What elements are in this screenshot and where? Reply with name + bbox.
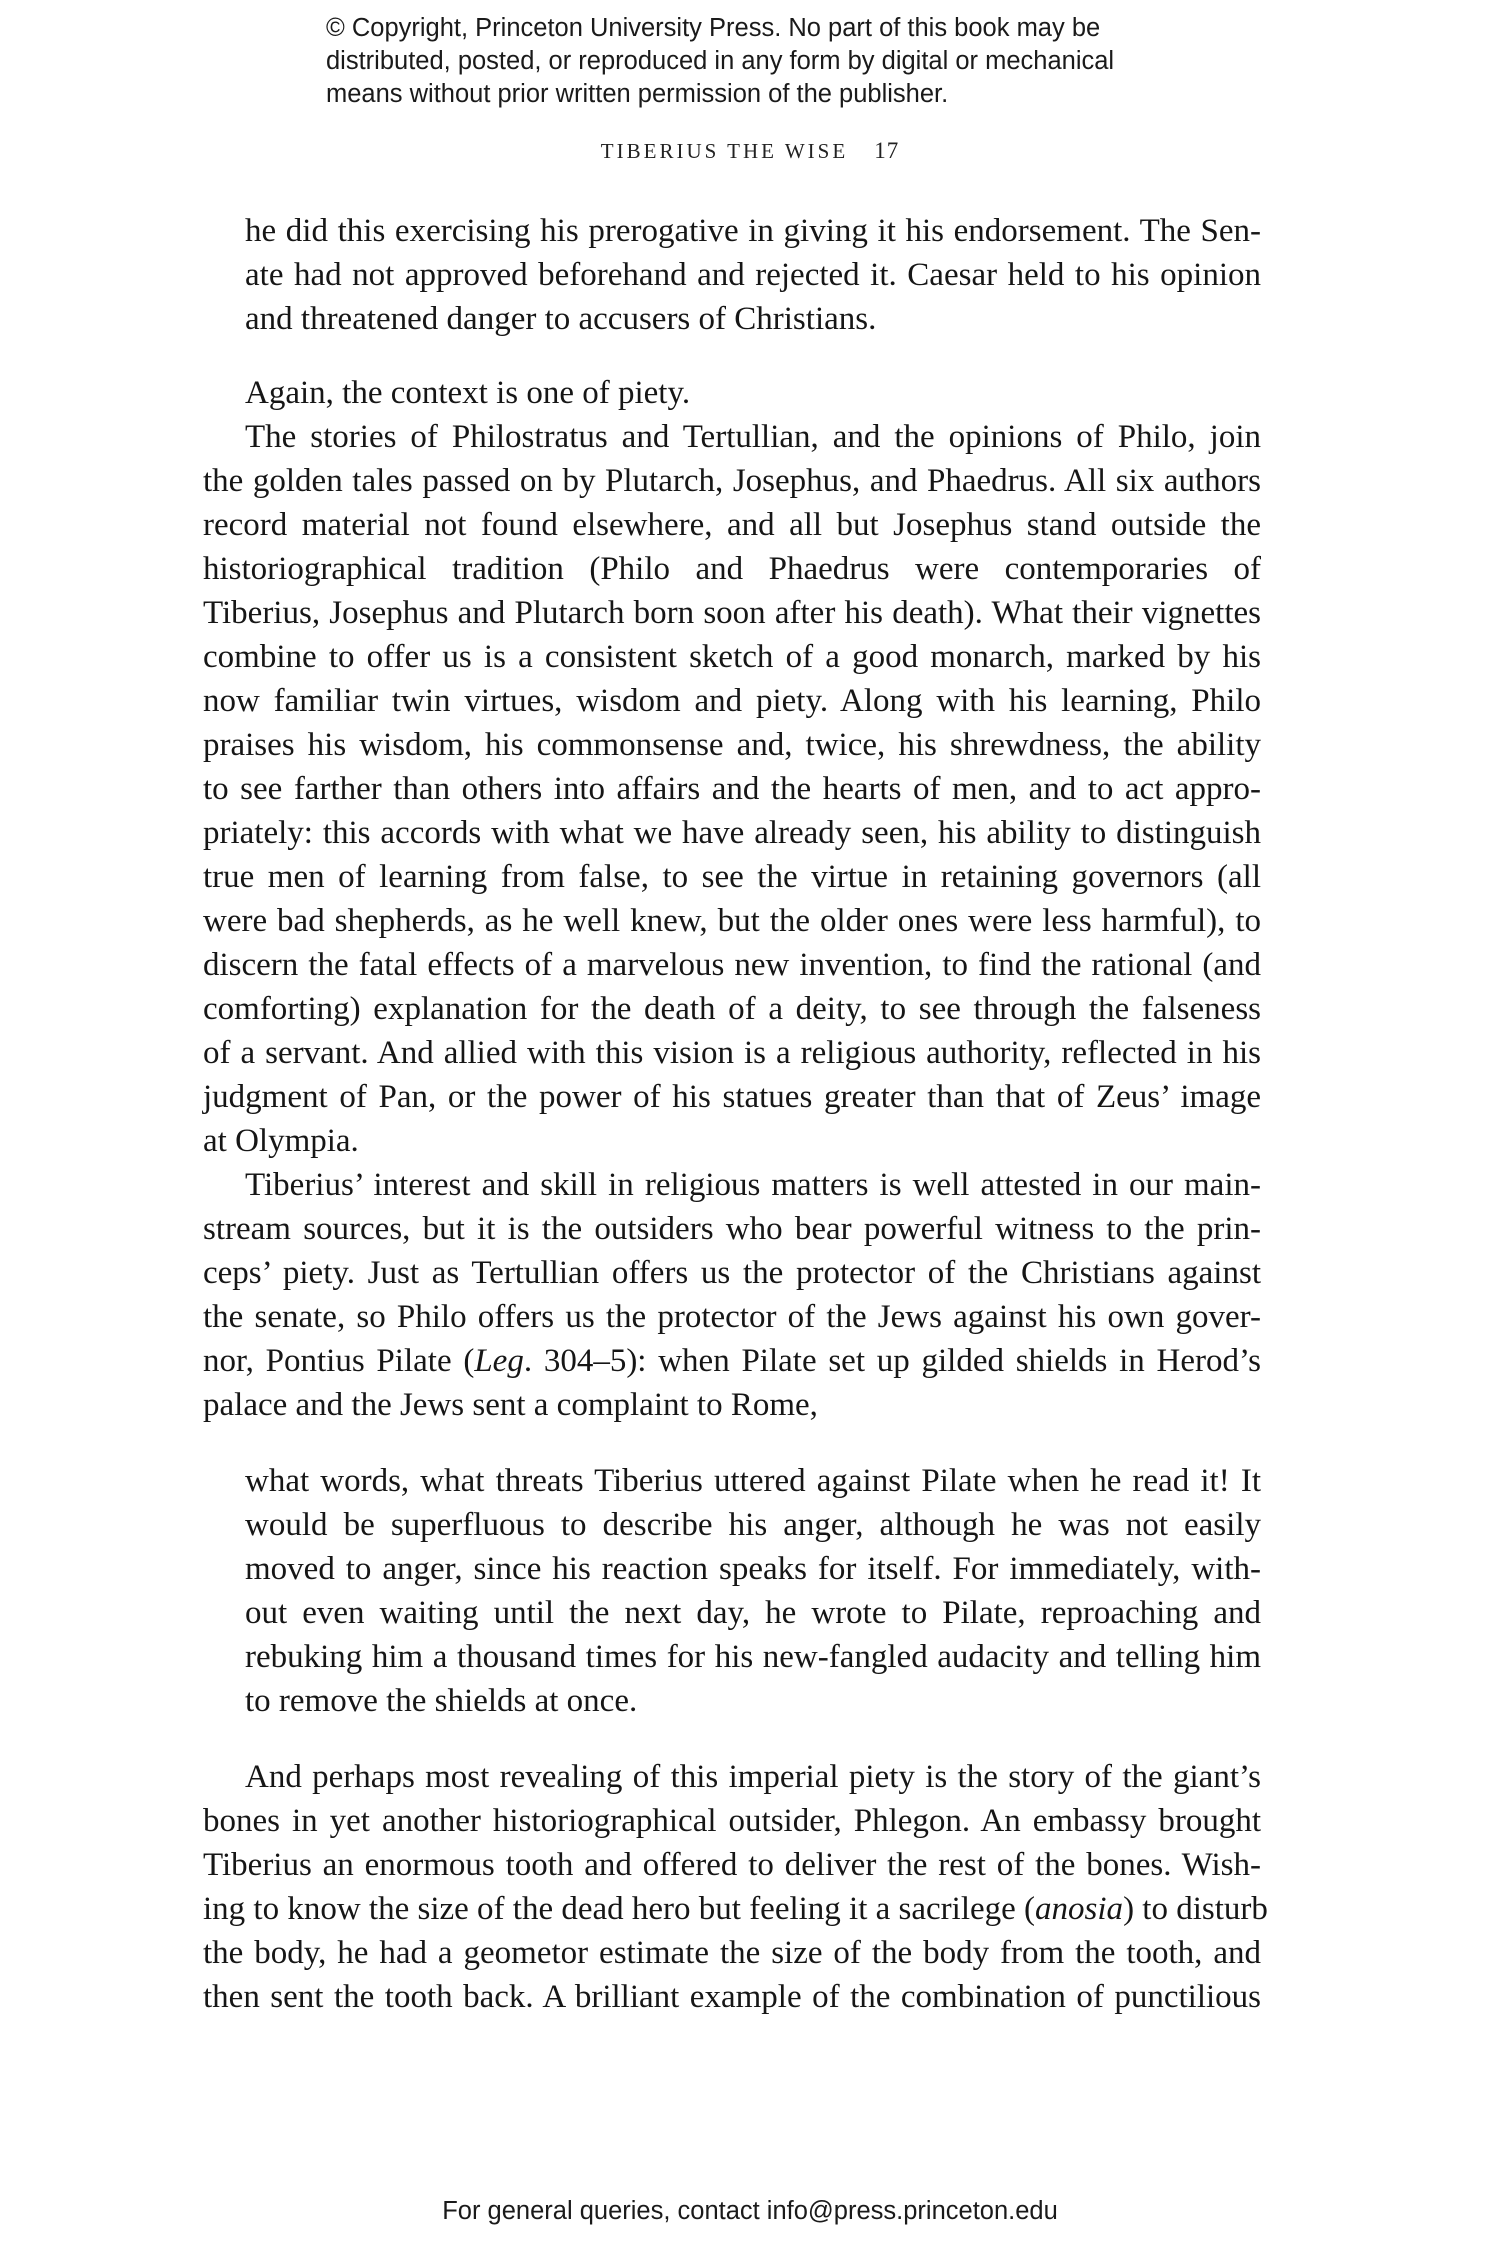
text-line: Again, the context is one of piety. — [245, 375, 691, 411]
paragraph-giants-bones — [203, 1755, 1268, 2019]
text-line: true men of learning from false, to see the virtue in retaining governors (all — [203, 859, 1261, 895]
text-line: the golden tales passed on by Plutarch, Josephus, and Phaedrus. All six authors — [203, 463, 1261, 499]
text-line: Tiberius an enormous tooth and offered to deliver the rest of the bones. Wish- — [203, 1847, 1261, 1883]
text-line: to remove the shields at once. — [245, 1683, 638, 1719]
text-line: would be superfluous to describe his anger, although he was not easily — [245, 1507, 1261, 1543]
text-line: at Olympia. — [203, 1123, 359, 1159]
text-line: historiographical tradition (Philo and Phaedrus were contemporaries of — [203, 551, 1261, 587]
text-line: stream sources, but it is the outsiders who bear powerful witness to the prin- — [203, 1211, 1261, 1247]
copyright-notice — [326, 12, 1226, 111]
text-line: out even waiting until the next day, he wrote to Pilate, reproaching and — [245, 1595, 1261, 1631]
footer-contact: For general queries, contact info@press.princeton.edu — [442, 2197, 1058, 2225]
paragraph-authors — [203, 415, 1261, 1163]
text-fragment: ) to disturb — [1123, 1891, 1268, 1927]
text-fragment: ing to know the size of the dead hero but feeling it a sacrilege ( — [203, 1891, 1036, 1927]
paragraph-piety-context — [203, 371, 1261, 415]
block-quote-pilate — [203, 1459, 1261, 1723]
text-line: of a servant. And allied with this vision is a religious authority, reflected in his — [203, 1035, 1261, 1071]
text-fragment: nor, Pontius Pilate ( — [203, 1343, 475, 1379]
text-line: comforting) explanation for the death of a deity, to see through the falseness — [203, 991, 1261, 1027]
block-quote-christians — [203, 209, 1261, 341]
text-line: judgment of Pan, or the power of his statues greater than that of Zeus’ image — [203, 1079, 1261, 1115]
text-line: palace and the Jews sent a complaint to Rome, — [203, 1387, 818, 1423]
text-line-with-italic — [203, 1887, 1268, 1931]
text-line: combine to offer us is a consistent sketch of a good monarch, marked by his — [203, 639, 1261, 675]
text-line: now familiar twin virtues, wisdom and piety. Along with his learning, Philo — [203, 683, 1261, 719]
text-line: priately: this accords with what we have already seen, his ability to distinguish — [203, 815, 1261, 851]
running-head-title: TIBERIUS THE WISE — [600, 139, 849, 163]
text-line: the senate, so Philo offers us the protector of the Jews against his own gover- — [203, 1299, 1261, 1335]
text-line: he did this exercising his prerogative in giving it his endorsement. The Sen- — [245, 213, 1261, 249]
text-line: ate had not approved beforehand and rejected it. Caesar held to his opinion — [245, 257, 1261, 293]
text-fragment: . 304–5): when Pilate set up gilded shields in Herod’s — [523, 1343, 1262, 1379]
text-line: discern the fatal effects of a marvelous new invention, to find the rational (and — [203, 947, 1261, 983]
text-line: what words, what threats Tiberius uttered against Pilate when he read it! It — [245, 1463, 1261, 1499]
text-line: praises his wisdom, his commonsense and, twice, his shrewdness, the ability — [203, 727, 1261, 763]
text-line: bones in yet another historiographical outsider, Phlegon. An embassy brought — [203, 1803, 1261, 1839]
legatio-reference: Leg — [474, 1343, 524, 1379]
text-line: ceps’ piety. Just as Tertullian offers us the protector of the Christians against — [203, 1255, 1261, 1291]
text-line: Tiberius’ interest and skill in religious matters is well attested in our main- — [245, 1167, 1261, 1203]
anosia-term: anosia — [1035, 1891, 1124, 1927]
page-number: 17 — [874, 138, 900, 163]
copyright-line: distributed, posted, or reproduced in any form by digital or mechanical — [326, 47, 1115, 75]
text-line: were bad shepherds, as he well knew, but the older ones were less harmful), to — [203, 903, 1261, 939]
text-line: to see farther than others into affairs and the hearts of men, and to act appro- — [203, 771, 1261, 807]
text-line: the body, he had a geometor estimate the size of the body from the tooth, and — [203, 1935, 1261, 1971]
text-line: then sent the tooth back. A brilliant example of the combination of punctilious — [203, 1979, 1261, 2015]
text-line: moved to anger, since his reaction speaks for itself. For immediately, with- — [245, 1551, 1261, 1587]
text-line: rebuking him a thousand times for his new-fangled audacity and telling him — [245, 1639, 1261, 1675]
copyright-line: means without prior written permission of the publisher. — [326, 80, 949, 108]
text-line: record material not found elsewhere, and all but Josephus stand outside the — [203, 507, 1261, 543]
running-head — [0, 138, 1500, 164]
body-text — [203, 209, 1268, 2019]
text-line: And perhaps most revealing of this imperial piety is the story of the giant’s — [245, 1759, 1261, 1795]
text-line: Tiberius, Josephus and Plutarch born soon after his death). What their vignettes — [203, 595, 1261, 631]
copyright-line: © Copyright, Princeton University Press. No part of this book may be — [326, 14, 1101, 42]
text-line: and threatened danger to accusers of Christians. — [245, 301, 877, 337]
text-line-with-reference — [203, 1339, 1261, 1383]
text-line: The stories of Philostratus and Tertullian, and the opinions of Philo, join — [245, 419, 1261, 455]
paragraph-religious-matters — [203, 1163, 1261, 1427]
